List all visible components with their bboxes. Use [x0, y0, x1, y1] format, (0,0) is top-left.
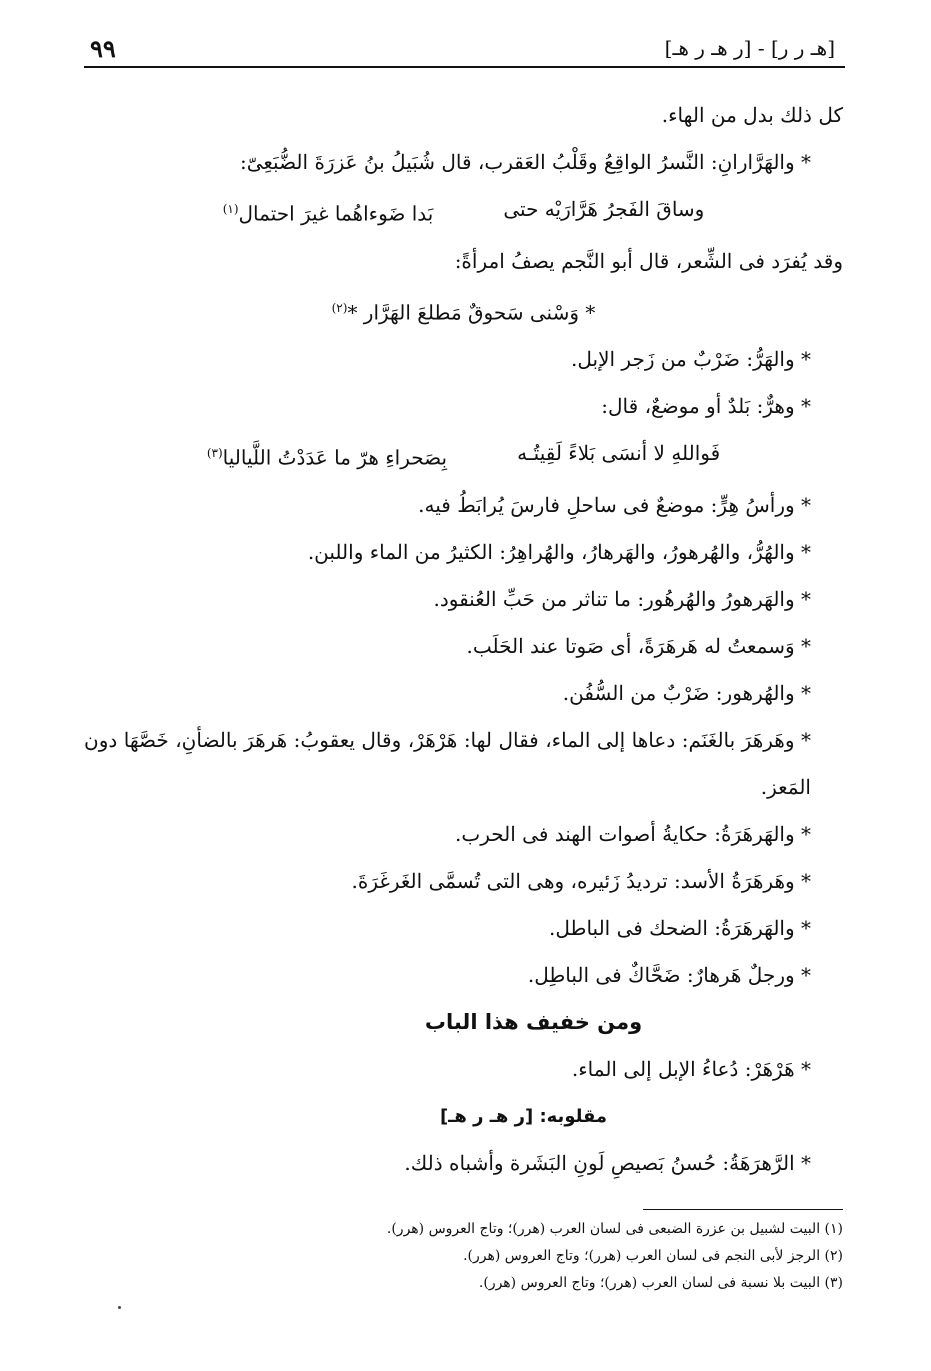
entry-line: * الرَّهرَهَةُ: حُسنُ بَصيصِ لَونِ البَشَرة وأشباه ذلك. [404, 1150, 811, 1175]
entry-line: * والهُرُّ، والهُرهورُ، والهَرهارُ، والهُراهِرُ: الكثيرُ من الماء واللبن. [307, 539, 811, 564]
entry-line: * والهَرهَرَةُ: حكايةُ أصوات الهند فى الحرب. [455, 821, 811, 846]
section-heading: ومن خفيف هذا الباب [424, 1009, 643, 1034]
footnote-1: (١) البيت لشبيل بن عزرة الضبعى فى لسان العرب (هرر)؛ وتاج العروس (هرر). [386, 1221, 843, 1237]
verse-hemistich-1: فَواللهِ لا أنسَى بَلاءً لَقِيتُـه [517, 441, 721, 466]
entry-line: * والهَرَّارانِ: النَّسرُ الواقِعُ وقَلْبُ العَقرب، قال شُبَيلُ بنُ عَزرَةَ الضُّبَعِىّ: [240, 150, 811, 174]
subsection-heading: مقلوبه: [ر هـ ر هـ] [439, 1105, 608, 1127]
entry-line: * ورأسُ هِرٍّ: موضعٌ فى ساحلِ فارسَ يُرابَطُ فيه. [418, 492, 811, 517]
verse [84, 186, 843, 238]
footnote-rule [643, 1209, 843, 1210]
verse-hemistich-2: بِصَحراءِ هرّ ما عَدَدْتُ اللَّياليا$^{(٣)}$ [206, 445, 448, 470]
entry-line: * والهُرهور: ضَرْبٌ من السُّفُن. [562, 680, 811, 705]
entry-line: * وهرٌّ: بَلدٌ أو موضعٌ، قال: [601, 394, 811, 419]
entry-line: * هَرْهَرْ: دُعاءُ الإبل إلى الماء. [571, 1056, 811, 1081]
text-line: وقد يُفرَد فى الشِّعر، قال أبو النَّجم يصفُ امرأةً: [454, 248, 843, 273]
footnotes [84, 1216, 843, 1297]
running-title: [هـ ر ر] - [ر هـ ر هـ] [664, 36, 835, 60]
scan-speck [118, 1306, 121, 1309]
entry-line: * وهَرهَرَةُ الأسد: ترديدُ زَئيره، وهى التى تُسمَّى الغَرغَرَةَ. [351, 868, 811, 893]
verse-hemistich-1: وساقَ الفَجرُ هَرَّارَيْه حتى [503, 197, 705, 221]
text-line: كل ذلك بدل من الهاء. [661, 103, 843, 127]
footnote-2: (٢) الرجز لأبى النجم فى لسان العرب (هرر)؛ وتاج العروس (هرر). [463, 1248, 843, 1264]
verse-hemistich-2: بَدا ضَوءاهُما غيرَ احتمال$^{(١)}$ [222, 201, 434, 226]
entry-paragraph: * وهَرهَرَ بالغَنَم: دعاها إلى الماء، فقال لها: هَرْهَرْ، وقال يعقوبُ: هَرهَرَ بالضأنِ، خَصَّهَا دون المَعز. [84, 727, 811, 799]
entry-line: * ورجلٌ هَرهارٌ: ضَحَّاكٌ فى الباطِل. [527, 962, 811, 987]
body-text [84, 92, 843, 1187]
footnote-marker: (٢) [331, 300, 348, 315]
footnote-marker: (٣) [206, 446, 223, 461]
entry-line: * والهَرُّ: ضَرْبٌ من زَجر الإبل. [571, 347, 811, 372]
footnote-marker: (١) [222, 202, 239, 216]
entry-line: * والهَرهَرَةُ: الضحك فى الباطل. [549, 915, 811, 940]
entry-line: * وَسمعتُ له هَرهَرَةً، أى صَوتا عند الحَلَب. [466, 633, 811, 658]
entry-line: * والهَرهورُ والهُرهُور: ما تناثر من حَبِّ العُنقود. [433, 586, 811, 611]
header-rule [84, 66, 845, 68]
verse-line: * وَسْنى سَحوقٌ مَطلعَ الهَرَّار *$^{(٢)}$ [331, 300, 596, 325]
page-number: ٩٩ [90, 34, 116, 63]
verse [84, 430, 843, 482]
footnote-3: (٣) البيت بلا نسبة فى لسان العرب (هرر)؛ وتاج العروس (هرر). [478, 1275, 843, 1291]
